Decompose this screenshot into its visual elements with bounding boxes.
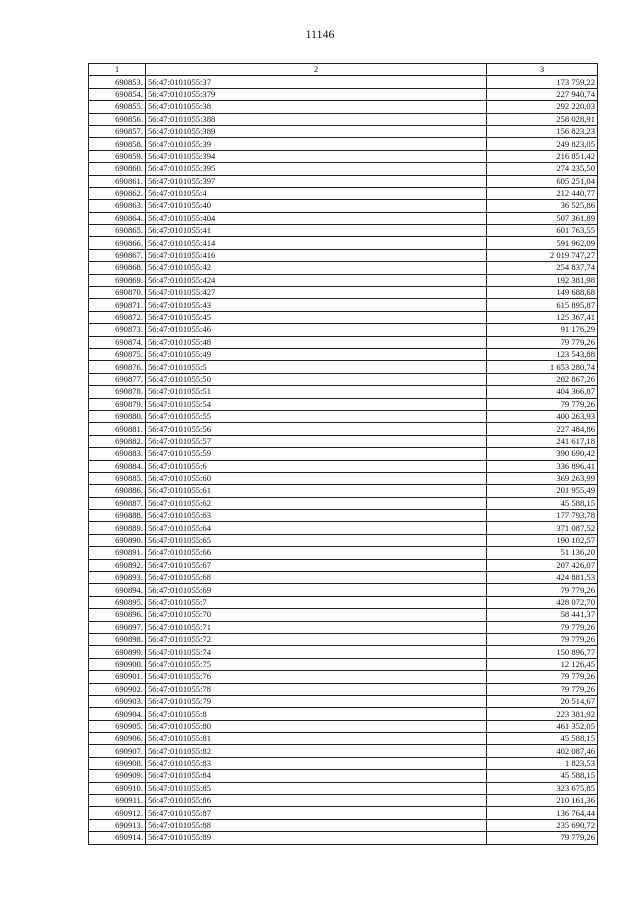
cadastral-number: 56:47:0101055:63: [146, 510, 487, 522]
table-row: [89, 324, 598, 336]
cadastral-value: 461 352,05: [487, 720, 598, 732]
row-index: 690913.: [89, 819, 146, 831]
table-row: [89, 336, 598, 348]
table-row: [89, 311, 598, 323]
cadastral-value: 177 793,78: [487, 510, 598, 522]
cadastral-number: 56:47:0101055:56: [146, 423, 487, 435]
row-index: 690910.: [89, 782, 146, 794]
cadastral-value: 123 543,88: [487, 348, 598, 360]
cadastral-number: 56:47:0101055:75: [146, 658, 487, 670]
row-index: 690854.: [89, 88, 146, 100]
table-row: [89, 472, 598, 484]
cadastral-value: 428 072,70: [487, 596, 598, 608]
cadastral-value: 91 176,29: [487, 324, 598, 336]
cadastral-number: 56:47:0101055:82: [146, 745, 487, 757]
cadastral-number: 56:47:0101055:43: [146, 299, 487, 311]
table-row: [89, 299, 598, 311]
table-row: [89, 683, 598, 695]
table-row: [89, 745, 598, 757]
table-row: [89, 435, 598, 447]
cadastral-number: 56:47:0101055:427: [146, 287, 487, 299]
table-row: [89, 720, 598, 732]
cadastral-number: 56:47:0101055:5: [146, 361, 487, 373]
table-row: [89, 658, 598, 670]
table-row: [89, 101, 598, 113]
cadastral-number: 56:47:0101055:7: [146, 596, 487, 608]
table-row: [89, 262, 598, 274]
table-row: [89, 609, 598, 621]
table-row: [89, 559, 598, 571]
table-header: [89, 64, 598, 76]
cadastral-value: 45 588,15: [487, 770, 598, 782]
cadastral-value: 227 484,86: [487, 423, 598, 435]
table-row: [89, 125, 598, 137]
cadastral-value: 390 690,42: [487, 448, 598, 460]
cadastral-number: 56:47:0101055:71: [146, 621, 487, 633]
table-row: [89, 88, 598, 100]
cadastral-number: 56:47:0101055:78: [146, 683, 487, 695]
table-row: [89, 832, 598, 844]
table-row: [89, 76, 598, 88]
cadastral-number: 56:47:0101055:395: [146, 163, 487, 175]
cadastral-number: 56:47:0101055:41: [146, 225, 487, 237]
cadastral-value: 216 851,42: [487, 150, 598, 162]
row-index: 690904.: [89, 708, 146, 720]
cadastral-number: 56:47:0101055:85: [146, 782, 487, 794]
row-index: 690874.: [89, 336, 146, 348]
table-row: [89, 448, 598, 460]
cadastral-number: 56:47:0101055:83: [146, 757, 487, 769]
table-row: [89, 708, 598, 720]
table-row: [89, 572, 598, 584]
cadastral-value: 2 019 747,27: [487, 249, 598, 261]
header-row: [89, 64, 598, 76]
cadastral-value: 1 823,53: [487, 757, 598, 769]
cadastral-value: 336 896,41: [487, 460, 598, 472]
cadastral-number: 56:47:0101055:64: [146, 522, 487, 534]
row-index: 690891.: [89, 547, 146, 559]
table-row: [89, 646, 598, 658]
cadastral-number: 56:47:0101055:87: [146, 807, 487, 819]
table-row: [89, 200, 598, 212]
cadastral-number: 56:47:0101055:57: [146, 435, 487, 447]
row-index: 690876.: [89, 361, 146, 373]
cadastral-number: 56:47:0101055:84: [146, 770, 487, 782]
cadastral-number: 56:47:0101055:42: [146, 262, 487, 274]
table-row: [89, 510, 598, 522]
cadastral-number: 56:47:0101055:65: [146, 534, 487, 546]
cadastral-value: 79 779,26: [487, 584, 598, 596]
cadastral-number: 56:47:0101055:389: [146, 125, 487, 137]
row-index: 690897.: [89, 621, 146, 633]
cadastral-value: 605 251,04: [487, 175, 598, 187]
row-index: 690858.: [89, 138, 146, 150]
cadastral-value: 249 823,05: [487, 138, 598, 150]
cadastral-number: 56:47:0101055:59: [146, 448, 487, 460]
cadastral-value: 292 220,03: [487, 101, 598, 113]
cadastral-number: 56:47:0101055:37: [146, 76, 487, 88]
cadastral-value: 79 779,26: [487, 832, 598, 844]
cadastral-number: 56:47:0101055:60: [146, 472, 487, 484]
cadastral-value: 507 361,89: [487, 212, 598, 224]
cadastral-value: 36 525,86: [487, 200, 598, 212]
cadastral-number: 56:47:0101055:88: [146, 819, 487, 831]
table-row: [89, 138, 598, 150]
row-index: 690864.: [89, 212, 146, 224]
cadastral-value: 149 688,68: [487, 287, 598, 299]
table-row: [89, 187, 598, 199]
cadastral-value: 207 426,07: [487, 559, 598, 571]
row-index: 690902.: [89, 683, 146, 695]
cadastral-value: 210 161,36: [487, 795, 598, 807]
cadastral-number: 56:47:0101055:388: [146, 113, 487, 125]
cadastral-value: 192 381,98: [487, 274, 598, 286]
cadastral-value: 45 588,15: [487, 733, 598, 745]
cadastral-value: 601 763,55: [487, 225, 598, 237]
cadastral-number: 56:47:0101055:61: [146, 485, 487, 497]
table-row: [89, 733, 598, 745]
row-index: 690862.: [89, 187, 146, 199]
cadastral-number: 56:47:0101055:379: [146, 88, 487, 100]
row-index: 690914.: [89, 832, 146, 844]
row-index: 690900.: [89, 658, 146, 670]
cadastral-number: 56:47:0101055:86: [146, 795, 487, 807]
cadastral-number: 56:47:0101055:397: [146, 175, 487, 187]
cadastral-value: 190 102,57: [487, 534, 598, 546]
table-row: [89, 485, 598, 497]
table-row: [89, 782, 598, 794]
cadastral-value: 20 514,67: [487, 695, 598, 707]
table-row: [89, 386, 598, 398]
table-row: [89, 175, 598, 187]
table-row: [89, 497, 598, 509]
row-index: 690888.: [89, 510, 146, 522]
row-index: 690885.: [89, 472, 146, 484]
cadastral-number: 56:47:0101055:51: [146, 386, 487, 398]
cadastral-number: 56:47:0101055:404: [146, 212, 487, 224]
cadastral-value: 51 136,20: [487, 547, 598, 559]
cadastral-value: 136 764,44: [487, 807, 598, 819]
cadastral-number: 56:47:0101055:4: [146, 187, 487, 199]
row-index: 690866.: [89, 237, 146, 249]
row-index: 690912.: [89, 807, 146, 819]
cadastral-number: 56:47:0101055:74: [146, 646, 487, 658]
column-header-value: 3: [487, 64, 598, 76]
cadastral-value: 12 126,45: [487, 658, 598, 670]
cadastral-number: 56:47:0101055:81: [146, 733, 487, 745]
cadastral-number: 56:47:0101055:48: [146, 336, 487, 348]
cadastral-value: 1 653 280,74: [487, 361, 598, 373]
cadastral-number: 56:47:0101055:414: [146, 237, 487, 249]
row-index: 690898.: [89, 633, 146, 645]
cadastral-value: 150 896,77: [487, 646, 598, 658]
cadastral-value: 79 779,26: [487, 336, 598, 348]
cadastral-value: 156 823,23: [487, 125, 598, 137]
table-row: [89, 274, 598, 286]
table-row: [89, 522, 598, 534]
table-row: [89, 237, 598, 249]
table-row: [89, 423, 598, 435]
cadastral-number: 56:47:0101055:54: [146, 398, 487, 410]
row-index: 690873.: [89, 324, 146, 336]
row-index: 690878.: [89, 386, 146, 398]
row-index: 690872.: [89, 311, 146, 323]
row-index: 690886.: [89, 485, 146, 497]
row-index: 690889.: [89, 522, 146, 534]
cadastral-value: 274 235,50: [487, 163, 598, 175]
cadastral-number: 56:47:0101055:55: [146, 410, 487, 422]
cadastral-number: 56:47:0101055:38: [146, 101, 487, 113]
cadastral-value: 591 962,09: [487, 237, 598, 249]
row-index: 690887.: [89, 497, 146, 509]
row-index: 690869.: [89, 274, 146, 286]
cadastral-number: 56:47:0101055:67: [146, 559, 487, 571]
cadastral-value: 241 617,18: [487, 435, 598, 447]
cadastral-value: 615 895,87: [487, 299, 598, 311]
table-row: [89, 287, 598, 299]
cadastral-number: 56:47:0101055:45: [146, 311, 487, 323]
cadastral-number: 56:47:0101055:40: [146, 200, 487, 212]
cadastral-value: 235 690,72: [487, 819, 598, 831]
cadastral-value: 79 779,26: [487, 683, 598, 695]
cadastral-value: 369 263,99: [487, 472, 598, 484]
table-body: [89, 76, 598, 844]
row-index: 690875.: [89, 348, 146, 360]
row-index: 690860.: [89, 163, 146, 175]
row-index: 690865.: [89, 225, 146, 237]
cadastral-number: 56:47:0101055:69: [146, 584, 487, 596]
table-row: [89, 150, 598, 162]
table-row: [89, 584, 598, 596]
cadastral-number: 56:47:0101055:49: [146, 348, 487, 360]
row-index: 690883.: [89, 448, 146, 460]
table-row: [89, 163, 598, 175]
cadastral-value: 125 367,41: [487, 311, 598, 323]
cadastral-value: 58 441,37: [487, 609, 598, 621]
cadastral-number: 56:47:0101055:6: [146, 460, 487, 472]
row-index: 690880.: [89, 410, 146, 422]
cadastral-value: 254 837,74: [487, 262, 598, 274]
table-row: [89, 348, 598, 360]
row-index: 690890.: [89, 534, 146, 546]
cadastral-number: 56:47:0101055:70: [146, 609, 487, 621]
cadastral-value: 79 779,26: [487, 621, 598, 633]
row-index: 690907.: [89, 745, 146, 757]
cadastral-number: 56:47:0101055:68: [146, 572, 487, 584]
row-index: 690894.: [89, 584, 146, 596]
row-index: 690909.: [89, 770, 146, 782]
table-row: [89, 695, 598, 707]
cadastral-number: 56:47:0101055:80: [146, 720, 487, 732]
row-index: 690893.: [89, 572, 146, 584]
column-header-cadastral-number: 2: [146, 64, 487, 76]
cadastral-number: 56:47:0101055:79: [146, 695, 487, 707]
row-index: 690870.: [89, 287, 146, 299]
table-row: [89, 225, 598, 237]
row-index: 690882.: [89, 435, 146, 447]
cadastral-number: 56:47:0101055:66: [146, 547, 487, 559]
cadastral-value: 79 779,26: [487, 633, 598, 645]
table-row: [89, 807, 598, 819]
cadastral-value: 258 028,91: [487, 113, 598, 125]
row-index: 690871.: [89, 299, 146, 311]
table-row: [89, 596, 598, 608]
row-index: 690859.: [89, 150, 146, 162]
row-index: 690867.: [89, 249, 146, 261]
table-row: [89, 373, 598, 385]
table-row: [89, 547, 598, 559]
row-index: 690861.: [89, 175, 146, 187]
table-row: [89, 621, 598, 633]
row-index: 690895.: [89, 596, 146, 608]
cadastral-value: 402 087,46: [487, 745, 598, 757]
row-index: 690906.: [89, 733, 146, 745]
cadastral-number: 56:47:0101055:50: [146, 373, 487, 385]
row-index: 690868.: [89, 262, 146, 274]
cadastral-number: 56:47:0101055:72: [146, 633, 487, 645]
column-header-index: 1: [89, 64, 146, 76]
table-row: [89, 770, 598, 782]
table-row: [89, 460, 598, 472]
row-index: 690879.: [89, 398, 146, 410]
cadastral-number: 56:47:0101055:76: [146, 671, 487, 683]
table-row: [89, 633, 598, 645]
row-index: 690853.: [89, 76, 146, 88]
cadastral-value: 223 381,92: [487, 708, 598, 720]
row-index: 690908.: [89, 757, 146, 769]
row-index: 690892.: [89, 559, 146, 571]
table-row: [89, 757, 598, 769]
cadastral-value: 424 881,53: [487, 572, 598, 584]
page-number: 11146: [305, 27, 335, 41]
row-index: 690884.: [89, 460, 146, 472]
row-index: 690857.: [89, 125, 146, 137]
cadastral-value: 227 940,74: [487, 88, 598, 100]
cadastral-number: 56:47:0101055:416: [146, 249, 487, 261]
row-index: 690899.: [89, 646, 146, 658]
table-row: [89, 795, 598, 807]
table-row: [89, 361, 598, 373]
row-index: 690905.: [89, 720, 146, 732]
cadastral-value: 79 779,26: [487, 671, 598, 683]
cadastral-number: 56:47:0101055:394: [146, 150, 487, 162]
row-index: 690901.: [89, 671, 146, 683]
row-index: 690863.: [89, 200, 146, 212]
row-index: 690881.: [89, 423, 146, 435]
cadastral-number: 56:47:0101055:89: [146, 832, 487, 844]
table-row: [89, 113, 598, 125]
table-row: [89, 410, 598, 422]
row-index: 690877.: [89, 373, 146, 385]
cadastral-number: 56:47:0101055:39: [146, 138, 487, 150]
table-row: [89, 819, 598, 831]
row-index: 690911.: [89, 795, 146, 807]
cadastral-value: 45 588,15: [487, 497, 598, 509]
cadastral-value: 371 087,52: [487, 522, 598, 534]
table-row: [89, 534, 598, 546]
row-index: 690903.: [89, 695, 146, 707]
row-index: 690856.: [89, 113, 146, 125]
table-row: [89, 398, 598, 410]
row-index: 690855.: [89, 101, 146, 113]
cadastral-value: 201 955,49: [487, 485, 598, 497]
cadastral-value: 400 263,93: [487, 410, 598, 422]
cadastral-value: 404 366,87: [487, 386, 598, 398]
cadastral-value: 212 440,77: [487, 187, 598, 199]
row-index: 690896.: [89, 609, 146, 621]
cadastral-value: 173 759,22: [487, 76, 598, 88]
cadastral-value: 323 675,85: [487, 782, 598, 794]
cadastral-value-table: [88, 63, 598, 845]
cadastral-number: 56:47:0101055:62: [146, 497, 487, 509]
cadastral-number: 56:47:0101055:8: [146, 708, 487, 720]
cadastral-value: 202 867,26: [487, 373, 598, 385]
cadastral-value: 79 779,26: [487, 398, 598, 410]
cadastral-number: 56:47:0101055:46: [146, 324, 487, 336]
table-row: [89, 212, 598, 224]
table-row: [89, 249, 598, 261]
cadastral-number: 56:47:0101055:424: [146, 274, 487, 286]
table-row: [89, 671, 598, 683]
